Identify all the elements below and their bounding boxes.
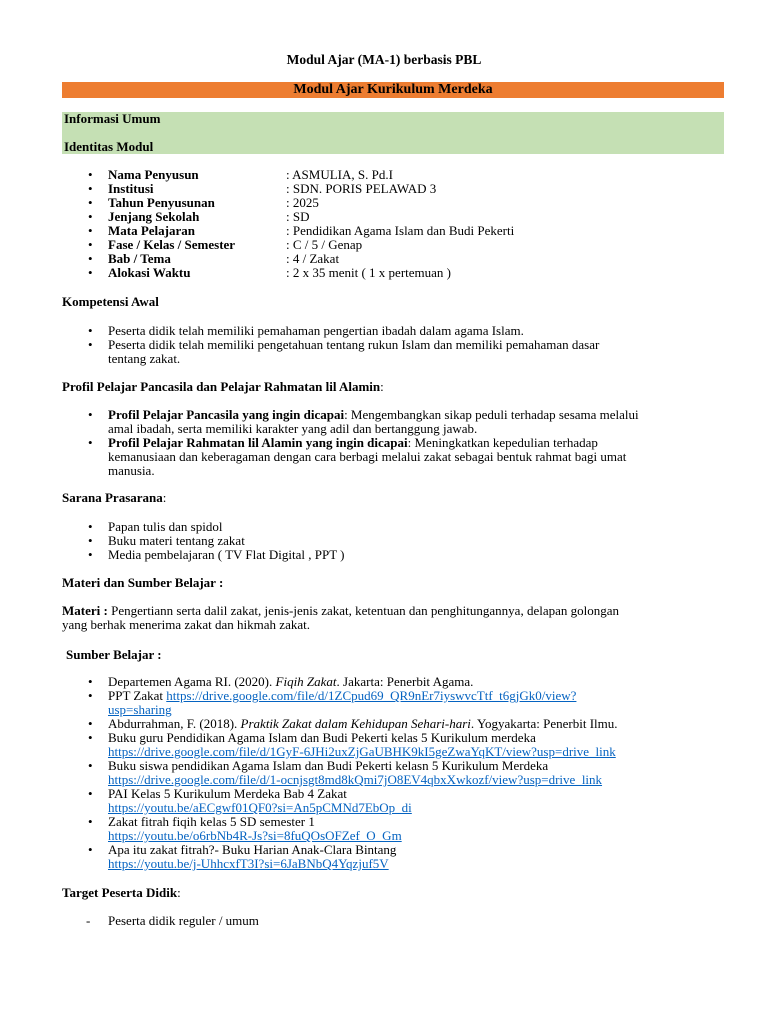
sumber-item-3 (108, 717, 724, 731)
profil-heading-colon: : (380, 379, 384, 394)
buku-siswa-link[interactable]: https://drive.google.com/file/d/1-ocnjsgt8md8kQmi7jO8EV4qbxXwkozf/view?usp=drive_link (108, 772, 603, 787)
bullet-icon: • (88, 547, 93, 562)
profil-rahmatan-text: : Meningkatkan kepedulian terhadap (407, 435, 598, 450)
sumber-text: PPT Zakat (108, 688, 167, 703)
profil-rahmatan-text-continued: manusia. (108, 463, 155, 478)
bullet-icon: • (88, 337, 93, 352)
identitas-value: : C / 5 / Genap (286, 237, 363, 252)
identitas-value: : SDN. PORIS PELAWAD 3 (286, 181, 437, 196)
identitas-value: : 2025 (286, 195, 319, 210)
bullet-icon: • (88, 223, 93, 238)
identitas-value: : ASMULIA, S. Pd.I (286, 167, 393, 182)
materi-label: Materi : (62, 603, 108, 618)
identitas-label: Jenjang Sekolah (108, 209, 200, 224)
identitas-modul-heading: Identitas Modul (64, 139, 154, 154)
sumber-heading: Sumber Belajar : (66, 647, 162, 662)
sarana-heading-colon: : (162, 490, 167, 505)
bullet-icon: • (88, 842, 93, 857)
ppt-zakat-link[interactable]: https://drive.google.com/file/d/1ZCpud69_QR9nEr7iyswvcTtf_t6gjGk0/view? (166, 688, 577, 703)
bullet-icon: • (88, 519, 93, 534)
pai-video-link[interactable]: https://youtu.be/aECgwf01QF0?si=An5pCMNd7EbOp_di (108, 800, 412, 815)
identitas-value: : 4 / Zakat (286, 251, 340, 266)
sumber-item-7: Zakat fitrah fiqih kelas 5 SD semester 1 (108, 814, 315, 829)
bullet-icon: • (88, 716, 93, 731)
sarana-heading: Sarana Prasarana (62, 490, 163, 505)
bullet-icon: • (88, 814, 93, 829)
identitas-label: Bab / Tema (108, 251, 171, 266)
bullet-icon: • (88, 758, 93, 773)
clara-bintang-video-link[interactable]: https://youtu.be/j-UhhcxfT3I?si=6JaBNbQ4Yqzjuf5V (108, 856, 389, 871)
sumber-title: Fiqih Zakat (275, 674, 337, 689)
target-heading-colon: : (177, 885, 181, 900)
sumber-item-8-link-line (108, 857, 724, 871)
sarana-item: Media pembelajaran ( TV Flat Digital , PPT ) (108, 547, 345, 562)
sumber-item-8: Apa itu zakat fitrah?- Buku Harian Anak-Clara Bintang (108, 842, 397, 857)
bullet-icon: • (88, 688, 93, 703)
sumber-item-4: Buku guru Pendidikan Agama Islam dan Budi Pekerti kelas 5 Kurikulum merdeka (108, 730, 536, 745)
sumber-item-6-link-line (108, 801, 724, 815)
bullet-icon: • (88, 181, 93, 196)
profil-pancasila-label: Profil Pelajar Pancasila yang ingin dicapai (108, 407, 345, 422)
sumber-text: . Yogyakarta: Penerbit Ilmu. (470, 716, 618, 731)
info-box (62, 112, 724, 154)
kompetensi-heading: Kompetensi Awal (62, 294, 159, 309)
materi-paragraph (62, 604, 724, 618)
sumber-item-5: Buku siswa pendidikan Agama Islam dan Budi Pekerti kelasn 5 Kurikulum Merdeka (108, 758, 549, 773)
sumber-text: Abdurrahman, F. (2018). (108, 716, 241, 731)
profil-item-rahmatan (108, 436, 724, 450)
identitas-label: Nama Penyusun (108, 167, 199, 182)
ppt-zakat-link-continued[interactable]: usp=sharing (108, 702, 172, 717)
bullet-icon: • (88, 435, 93, 450)
sumber-text: Departemen Agama RI. (2020). (108, 674, 276, 689)
module-banner: Modul Ajar Kurikulum Merdeka (62, 82, 724, 98)
profil-rahmatan-text-continued: kemanusiaan dan keberagaman dengan cara berbagi melalui zakat sebagai bentuk rahmat bagi umat (108, 449, 627, 464)
sumber-item-2-continued (108, 703, 724, 717)
sarana-item: Papan tulis dan spidol (108, 519, 223, 534)
identitas-label: Alokasi Waktu (108, 265, 191, 280)
materi-text-continued: yang berhak menerima zakat dan hikmah zakat. (62, 617, 310, 632)
kompetensi-item: Peserta didik telah memiliki pengetahuan tentang rukun Islam dan memiliki pemahaman dasar (108, 337, 600, 352)
dash-marker: - (86, 913, 91, 928)
sarana-heading-line (62, 491, 166, 505)
bullet-icon: • (88, 251, 93, 266)
kompetensi-item: Peserta didik telah memiliki pemahaman pengertian ibadah dalam agama Islam. (108, 323, 524, 338)
zakat-fitrah-video-link[interactable]: https://youtu.be/o6rbNb4R-Js?si=8fuQOsOFZef_O_Gm (108, 828, 402, 843)
identitas-label: Tahun Penyusunan (108, 195, 215, 210)
buku-guru-link[interactable]: https://drive.google.com/file/d/1GyF-6JHi2uxZjGaUBHK9kI5geZwaYqKT/view?usp=drive_link (108, 744, 616, 759)
materi-text: Pengertiann serta dalil zakat, jenis-jenis zakat, ketentuan dan penghitungannya, delapan golongan (107, 603, 620, 618)
identitas-label: Mata Pelajaran (108, 223, 196, 238)
sumber-item-4-link-line (108, 745, 724, 759)
target-heading-line (62, 886, 181, 900)
target-item: Peserta didik reguler / umum (108, 913, 259, 928)
target-heading: Target Peserta Didik (62, 885, 178, 900)
profil-pancasila-text: : Mengembangkan sikap peduli terhadap sesama melalui (344, 407, 639, 422)
profil-heading: Profil Pelajar Pancasila dan Pelajar Rahmatan lil Alamin (62, 379, 381, 394)
sumber-item-5-link-line (108, 773, 724, 787)
profil-heading-line (62, 380, 384, 394)
sumber-title: Praktik Zakat dalam Kehidupan Sehari-hari (240, 716, 471, 731)
identitas-value: : Pendidikan Agama Islam dan Budi Pekerti (286, 223, 515, 238)
sumber-item-7-link-line (108, 829, 724, 843)
sumber-item-2 (108, 689, 724, 703)
sumber-item-6: PAI Kelas 5 Kurikulum Merdeka Bab 4 Zakat (108, 786, 347, 801)
profil-rahmatan-label: Profil Pelajar Rahmatan lil Alamin yang ingin dicapai (108, 435, 408, 450)
identitas-label: Institusi (108, 181, 154, 196)
bullet-icon: • (88, 533, 93, 548)
bullet-icon: • (88, 265, 93, 280)
bullet-icon: • (88, 323, 93, 338)
bullet-icon: • (88, 167, 93, 182)
identitas-value: : 2 x 35 menit ( 1 x pertemuan ) (286, 265, 451, 280)
bullet-icon: • (88, 674, 93, 689)
bullet-icon: • (88, 209, 93, 224)
bullet-icon: • (88, 407, 93, 422)
bullet-icon: • (88, 195, 93, 210)
sumber-text: . Jakarta: Penerbit Agama. (336, 674, 474, 689)
sumber-item-1 (108, 675, 724, 689)
materi-sumber-heading: Materi dan Sumber Belajar : (62, 575, 224, 590)
profil-pancasila-text-continued: amal ibadah, serta memiliki karakter yang adil dan bertanggung jawab. (108, 421, 478, 436)
bullet-icon: • (88, 786, 93, 801)
profil-item-pancasila (108, 408, 724, 422)
identitas-value: : SD (286, 209, 310, 224)
document-title: Modul Ajar (MA-1) berbasis PBL (286, 52, 482, 67)
sarana-item: Buku materi tentang zakat (108, 533, 245, 548)
bullet-icon: • (88, 730, 93, 745)
kompetensi-item-continued: tentang zakat. (108, 351, 181, 366)
bullet-icon: • (88, 237, 93, 252)
info-umum-heading: Informasi Umum (64, 111, 161, 126)
identitas-label: Fase / Kelas / Semester (108, 237, 236, 252)
